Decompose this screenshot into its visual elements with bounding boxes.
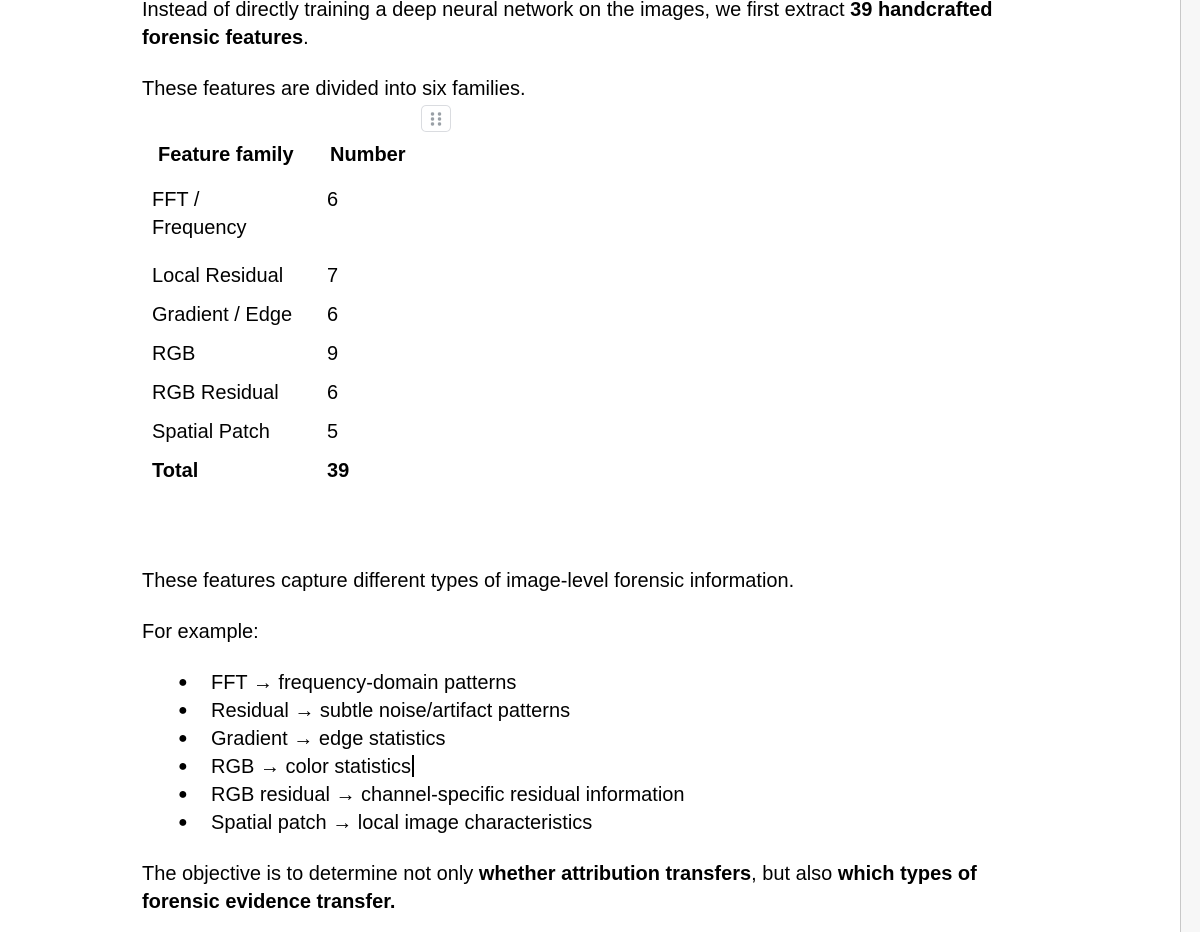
list-item[interactable] [142,809,685,837]
table-row [142,369,418,408]
example-bullet-list [142,669,685,837]
table-cell-number[interactable]: 6 [327,382,339,404]
table-cell-total-label[interactable]: Total [152,460,199,482]
list-item[interactable] [142,725,685,753]
bullet-icon: ● [178,730,188,747]
cell-text: FFT / [152,189,200,211]
objective-bold-text: which types of [837,863,977,885]
table-cell-total-number[interactable]: 39 [327,460,350,482]
objective-text: , but also [751,863,838,885]
feature-family-table[interactable] [142,134,418,486]
table-row [142,291,418,330]
table-cell-number[interactable]: 7 [327,265,339,287]
document-body[interactable] [142,0,1062,103]
table-cell-family[interactable]: Local Residual [152,265,284,287]
table-drag-handle[interactable] [421,105,451,132]
table-row [142,408,418,447]
table-cell-family[interactable]: Gradient / Edge [152,304,293,326]
list-item[interactable] [142,669,685,697]
table-cell-family[interactable] [142,176,318,252]
header-feature-family[interactable]: Feature family [158,143,294,166]
text-cursor [412,755,414,777]
header-number[interactable]: Number [330,143,406,166]
table-cell-number[interactable]: 9 [327,343,339,365]
list-item-text: Spatial patch → local image characteristics [211,812,593,834]
list-item[interactable] [142,781,685,809]
capture-paragraph: These features capture different types of image-level forensic information. [142,570,795,592]
list-item-text: RGB residual → channel-specific residual information [211,784,685,806]
objective-text: The objective is to determine not only [142,863,479,885]
bullet-icon: ● [178,814,188,831]
objective-bold-text: whether attribution transfers [478,863,752,885]
table-cell-family[interactable]: RGB Residual [152,382,279,404]
list-item[interactable] [142,697,685,725]
table-header-row [142,134,418,176]
families-intro: These features are divided into six families. [142,78,526,100]
intro-text: Instead of directly training a deep neural network on the images, we first extract [142,0,851,21]
intro-paragraph [142,0,1062,52]
cell-text: Frequency [152,217,247,239]
list-item-text: Gradient → edge statistics [211,728,446,750]
table-cell-number[interactable]: 6 [327,189,339,211]
table-cell-family[interactable]: RGB [152,343,196,365]
bullet-icon: ● [178,758,188,775]
list-item[interactable] [142,753,685,781]
list-item-text: Residual → subtle noise/artifact patterns [211,700,571,722]
table-cell-number[interactable]: 6 [327,304,339,326]
intro-period: . [303,27,309,49]
table-total-row [142,447,418,486]
objective-paragraph [142,860,1062,916]
scrollbar[interactable] [1181,0,1200,932]
drag-handle-icon [429,111,443,127]
bullet-icon: ● [178,674,188,691]
intro-bold-count: 39 handcrafted [850,0,993,21]
table-row [142,252,418,291]
table-row [142,330,418,369]
table-row [142,176,418,252]
bullet-icon: ● [178,786,188,803]
list-item-text: RGB → color statistics [211,756,412,778]
bullet-icon: ● [178,702,188,719]
list-item-text: FFT → frequency-domain patterns [211,672,517,694]
table-cell-number[interactable]: 5 [327,421,339,443]
table-cell-family[interactable]: Spatial Patch [152,421,270,443]
example-label: For example: [142,621,259,643]
objective-bold-text: forensic evidence transfer. [142,891,396,913]
intro-bold-features: forensic features [142,27,304,49]
